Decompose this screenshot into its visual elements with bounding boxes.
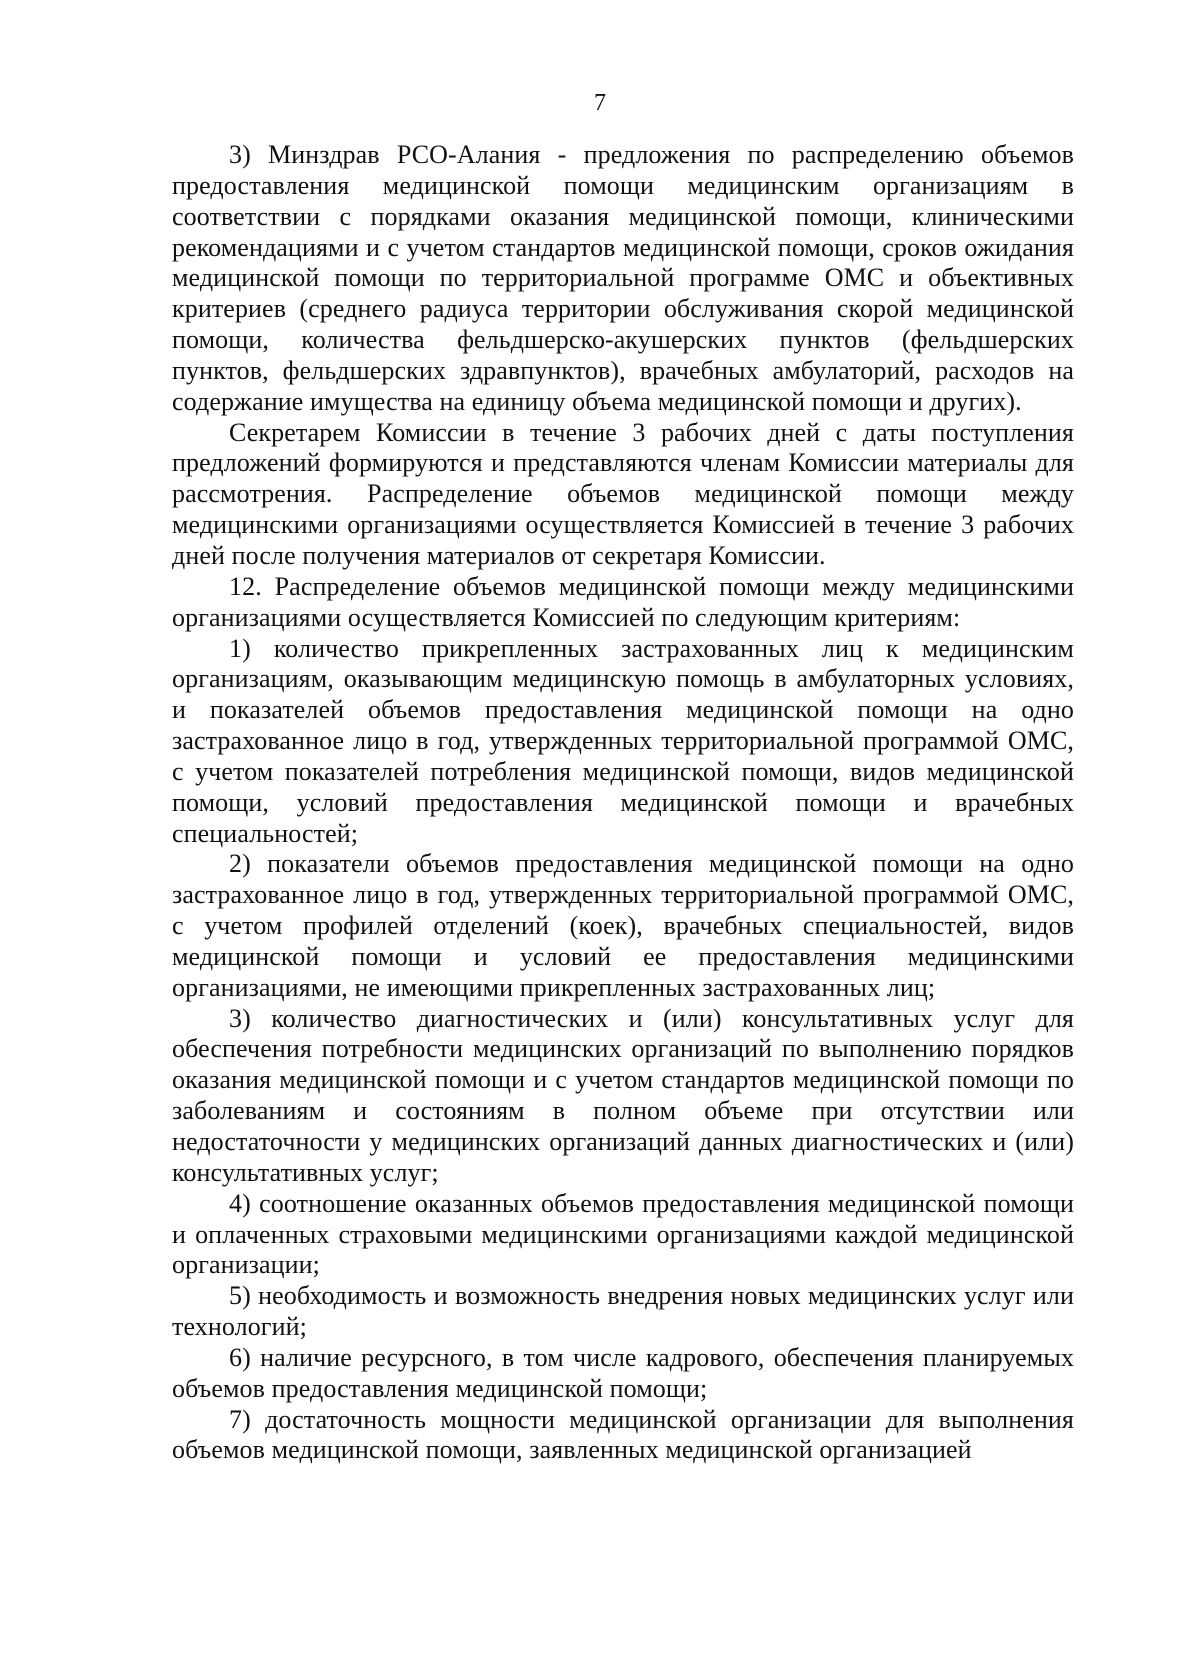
document-body — [172, 140, 1074, 1466]
criterion-2: 2) показатели объемов предоставления медицинской помощи на одно застрахованное лицо в год, утвержденных территориальной программой ОМС, с учетом профилей отделений (коек), врачебных специальностей, видов медицинской помощи и условий ее предоставления медицинскими организациями, не имеющими прикрепленных застрахованных лиц; — [172, 849, 1074, 1002]
criterion-6: 6) наличие ресурсного, в том числе кадрового, обеспечения планируемых объемов предоставления медицинской помощи; — [172, 1342, 1074, 1403]
paragraph-distribution-criteria: 12. Распределение объемов медицинской помощи между медицинскими организациями осуществляется Комиссией по следующим критериям: — [172, 571, 1074, 632]
paragraph-minzdrav-proposals: 3) Минздрав РСО-Алания - предложения по распределению объемов предоставления медицинской помощи медицинским организациям в соответствии с порядками оказания медицинской помощи, клиническими рекомендациями и с учетом стандартов медицинской помощи, сроков ожидания медицинской помощи по территориальной программе ОМС и объективных критериев (среднего радиуса территории обслуживания скорой медицинской помощи, количества фельдшерско-акушерских пунктов (фельдшерских пунктов, фельдшерских здравпунктов), врачебных амбулаторий, расходов на содержание имущества на единицу объема медицинской помощи и других). — [172, 140, 1074, 416]
criterion-3: 3) количество диагностических и (или) консультативных услуг для обеспечения потребности медицинских организаций по выполнению порядков оказания медицинской помощи и с учетом стандартов медицинской помощи по заболеваниям и состояниям в полном объеме при отсутствии или недостаточности у медицинских организаций данных диагностических и (или) консультативных услуг; — [172, 1003, 1074, 1187]
page-number: 7 — [594, 90, 606, 116]
paragraph-secretary-materials: Секретарем Комиссии в течение 3 рабочих дней с даты поступления предложений формируются и представляются членам Комиссии материалы для рассмотрения. Распределение объемов медицинской помощи между медицинскими организациями осуществляется Комиссией в течение 3 рабочих дней после получения материалов от секретаря Комиссии. — [172, 417, 1074, 570]
criterion-7: 7) достаточность мощности медицинской организации для выполнения объемов медицинской помощи, заявленных медицинской организацией — [172, 1404, 1074, 1465]
criterion-1: 1) количество прикрепленных застрахованных лиц к медицинским организациям, оказывающим медицинскую помощь в амбулаторных условиях, и показателей объемов предоставления медицинской помощи на одно застрахованное лицо в год, утвержденных территориальной программой ОМС, с учетом показателей потребления медицинской помощи, видов медицинской помощи, условий предоставления медицинской помощи и врачебных специальностей; — [172, 633, 1074, 848]
criterion-4: 4) соотношение оказанных объемов предоставления медицинской помощи и оплаченных страховыми медицинскими организациями каждой медицинской организации; — [172, 1188, 1074, 1280]
criterion-5: 5) необходимость и возможность внедрения новых медицинских услуг или технологий; — [172, 1281, 1074, 1342]
